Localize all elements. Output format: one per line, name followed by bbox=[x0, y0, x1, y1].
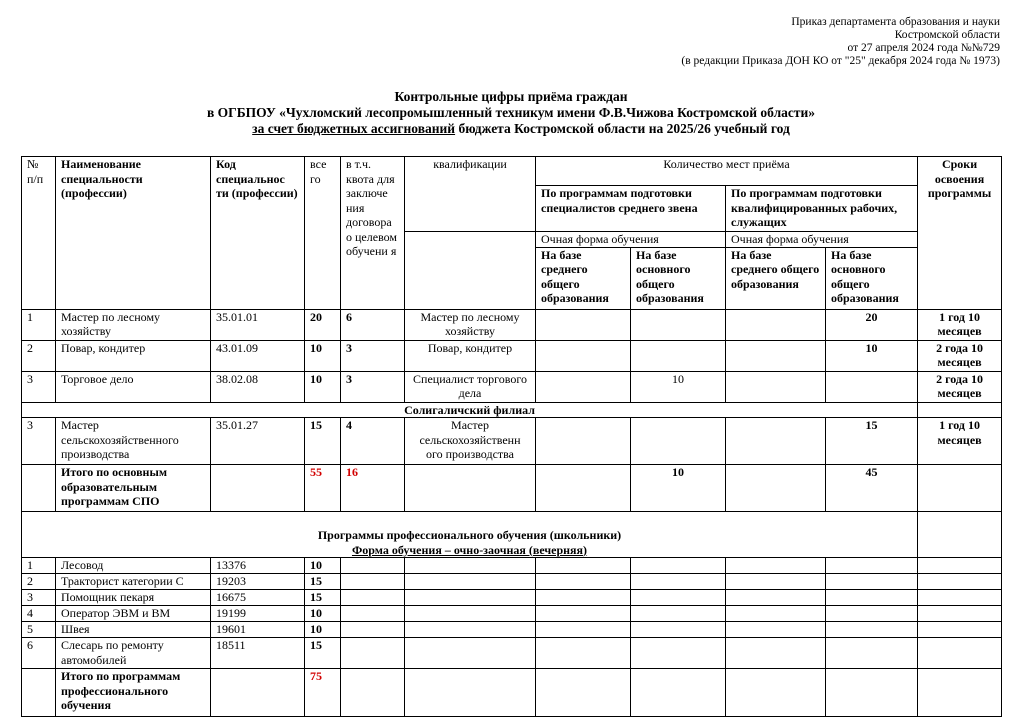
table-row bbox=[22, 418, 1002, 465]
row-quota: 3 bbox=[341, 340, 405, 371]
row-term: 1 год 10 месяцев bbox=[918, 309, 1002, 340]
row-code: 19203 bbox=[211, 574, 305, 590]
row-total: 10 bbox=[305, 558, 341, 574]
row-name: Швея bbox=[56, 622, 211, 638]
header-program-mid: По программам подготовки специалистов среднего звена bbox=[536, 186, 726, 232]
row-num: 4 bbox=[22, 606, 56, 622]
row-code: 18511 bbox=[211, 638, 305, 669]
row-qualification: Специалист торгового дела bbox=[405, 371, 536, 402]
spo-total-work-basic: 45 bbox=[826, 465, 918, 512]
header-qualification-empty bbox=[405, 232, 536, 310]
row-name: Помощник пекаря bbox=[56, 590, 211, 606]
header-quota: в т.ч. квота для заключе ния договора о целевом обучени я bbox=[341, 157, 405, 310]
order-line-1: Приказ департамента образования и науки bbox=[791, 16, 1000, 28]
spo-total-label: Итого по основным образовательным программам СПО bbox=[56, 465, 211, 512]
row-work-basic: 10 bbox=[826, 340, 918, 371]
header-form-mid: Очная форма обучения bbox=[536, 232, 726, 248]
row-total: 20 bbox=[305, 309, 341, 340]
row-term: 2 года 10 месяцев bbox=[918, 340, 1002, 371]
header-form-work: Очная форма обучения bbox=[726, 232, 918, 248]
row-num: 2 bbox=[22, 340, 56, 371]
row-quota: 4 bbox=[341, 418, 405, 465]
row-num: 1 bbox=[22, 309, 56, 340]
total-term-empty bbox=[918, 465, 1002, 512]
total-code-empty bbox=[211, 465, 305, 512]
header-places: Количество мест приёма bbox=[536, 157, 918, 186]
branch-title: Солигаличский филиал bbox=[22, 402, 918, 418]
order-line-2: Костромской области bbox=[894, 29, 1000, 41]
row-num: 3 bbox=[22, 590, 56, 606]
header-code: Код специальнос ти (профессии) bbox=[211, 157, 305, 310]
header-program-work: По программам подготовки квалифицированных рабочих, служащих bbox=[726, 186, 918, 232]
row-num: 2 bbox=[22, 574, 56, 590]
row-num: 3 bbox=[22, 371, 56, 402]
header-base-basic-2: На базе основного общего образования bbox=[826, 247, 918, 309]
row-mid-basic: 10 bbox=[631, 371, 726, 402]
row-mid-secondary bbox=[536, 340, 631, 371]
spo-total-mid-basic: 10 bbox=[631, 465, 726, 512]
row-work-basic: 15 bbox=[826, 418, 918, 465]
row-name: Тракторист категории С bbox=[56, 574, 211, 590]
header-num: № п/п bbox=[22, 157, 56, 310]
po-section-line-2: Форма обучения – очно-заочная (вечерняя) bbox=[351, 542, 588, 557]
table-row bbox=[22, 340, 1002, 371]
header-terms: Сроки освоения программы bbox=[918, 157, 1002, 310]
table-row bbox=[22, 309, 1002, 340]
row-num: 1 bbox=[22, 558, 56, 574]
table-row bbox=[22, 590, 1002, 606]
table-row bbox=[22, 371, 1002, 402]
header-total: все го bbox=[305, 157, 341, 310]
row-work-secondary bbox=[726, 309, 826, 340]
row-work-basic: 20 bbox=[826, 309, 918, 340]
total-num-empty bbox=[22, 465, 56, 512]
row-name: Мастер сельскохозяйственного производства bbox=[56, 418, 211, 465]
table-row bbox=[22, 622, 1002, 638]
row-name: Слесарь по ремонту автомобилей bbox=[56, 638, 211, 669]
row-mid-secondary bbox=[536, 371, 631, 402]
row-qualification: Мастер сельскохозяйственн ого производства bbox=[405, 418, 536, 465]
total-mid-sec-empty bbox=[536, 465, 631, 512]
row-total: 10 bbox=[305, 606, 341, 622]
row-code: 38.02.08 bbox=[211, 371, 305, 402]
branch-row bbox=[22, 402, 1002, 418]
header-base-secondary-2: На базе среднего общего образования bbox=[726, 247, 826, 309]
row-mid-basic bbox=[631, 340, 726, 371]
total-qual-empty bbox=[405, 465, 536, 512]
title-line-2: в ОГБПОУ «Чухломский лесопромышленный техникум имени Ф.В.Чижова Костромской области» bbox=[206, 105, 816, 120]
po-section-title bbox=[22, 512, 918, 558]
header-qualification: квалификации bbox=[405, 157, 536, 232]
po-total-label: Итого по программам профессионального обучения bbox=[56, 669, 211, 717]
title-line-3 bbox=[0, 121, 1022, 137]
row-quota: 6 bbox=[341, 309, 405, 340]
row-work-secondary bbox=[726, 418, 826, 465]
row-total: 15 bbox=[305, 590, 341, 606]
spo-total-row bbox=[22, 465, 1002, 512]
title-line-1: Контрольные цифры приёма граждан bbox=[394, 89, 628, 104]
row-term: 1 год 10 месяцев bbox=[918, 418, 1002, 465]
total-work-sec-empty bbox=[726, 465, 826, 512]
row-mid-basic bbox=[631, 309, 726, 340]
row-total: 10 bbox=[305, 622, 341, 638]
po-total-row bbox=[22, 669, 1002, 717]
title-funding-rest: бюджета Костромской области на 2025/26 учебный год bbox=[455, 121, 790, 136]
header-name: Наименование специальности (профессии) bbox=[56, 157, 211, 310]
row-qualification: Повар, кондитер bbox=[405, 340, 536, 371]
table-row bbox=[22, 574, 1002, 590]
row-num: 5 bbox=[22, 622, 56, 638]
row-code: 35.01.27 bbox=[211, 418, 305, 465]
header-base-basic-1: На базе основного общего образования bbox=[631, 247, 726, 309]
row-code: 43.01.09 bbox=[211, 340, 305, 371]
row-work-basic bbox=[826, 371, 918, 402]
row-work-secondary bbox=[726, 371, 826, 402]
row-code: 35.01.01 bbox=[211, 309, 305, 340]
row-code: 16675 bbox=[211, 590, 305, 606]
order-line-3: от 27 апреля 2024 года №№729 bbox=[847, 42, 1000, 54]
row-name: Мастер по лесному хозяйству bbox=[56, 309, 211, 340]
title-funding-underlined: за счет бюджетных ассигнований bbox=[252, 121, 456, 136]
header-row-1 bbox=[22, 157, 1002, 186]
row-term: 2 года 10 месяцев bbox=[918, 371, 1002, 402]
admission-table bbox=[21, 156, 1002, 717]
document-title bbox=[0, 89, 1022, 137]
order-line-4: (в редакции Приказа ДОН КО от "25" декабря 2024 года № 1973) bbox=[681, 55, 1000, 67]
row-num: 6 bbox=[22, 638, 56, 669]
po-section-line-1: Программы профессионального обучения (школьники) bbox=[317, 528, 622, 542]
row-num: 3 bbox=[22, 418, 56, 465]
branch-empty bbox=[918, 402, 1002, 418]
row-total: 10 bbox=[305, 371, 341, 402]
header-base-secondary-1: На базе среднего общего образования bbox=[536, 247, 631, 309]
row-name: Торговое дело bbox=[56, 371, 211, 402]
spo-total-value: 55 bbox=[305, 465, 341, 512]
table-row bbox=[22, 638, 1002, 669]
row-code: 13376 bbox=[211, 558, 305, 574]
spo-total-quota: 16 bbox=[341, 465, 405, 512]
row-code: 19601 bbox=[211, 622, 305, 638]
row-name: Оператор ЭВМ и ВМ bbox=[56, 606, 211, 622]
row-mid-secondary bbox=[536, 309, 631, 340]
row-quota: 3 bbox=[341, 371, 405, 402]
po-total-value: 75 bbox=[305, 669, 341, 717]
row-total: 10 bbox=[305, 340, 341, 371]
row-code: 19199 bbox=[211, 606, 305, 622]
order-reference bbox=[580, 16, 1000, 68]
table-row bbox=[22, 558, 1002, 574]
row-qualification: Мастер по лесному хозяйству bbox=[405, 309, 536, 340]
row-total: 15 bbox=[305, 574, 341, 590]
row-name: Повар, кондитер bbox=[56, 340, 211, 371]
row-name: Лесовод bbox=[56, 558, 211, 574]
table-row bbox=[22, 606, 1002, 622]
row-total: 15 bbox=[305, 418, 341, 465]
po-section-empty bbox=[918, 512, 1002, 558]
po-section-row bbox=[22, 512, 1002, 558]
row-mid-basic bbox=[631, 418, 726, 465]
row-total: 15 bbox=[305, 638, 341, 669]
row-mid-secondary bbox=[536, 418, 631, 465]
row-work-secondary bbox=[726, 340, 826, 371]
